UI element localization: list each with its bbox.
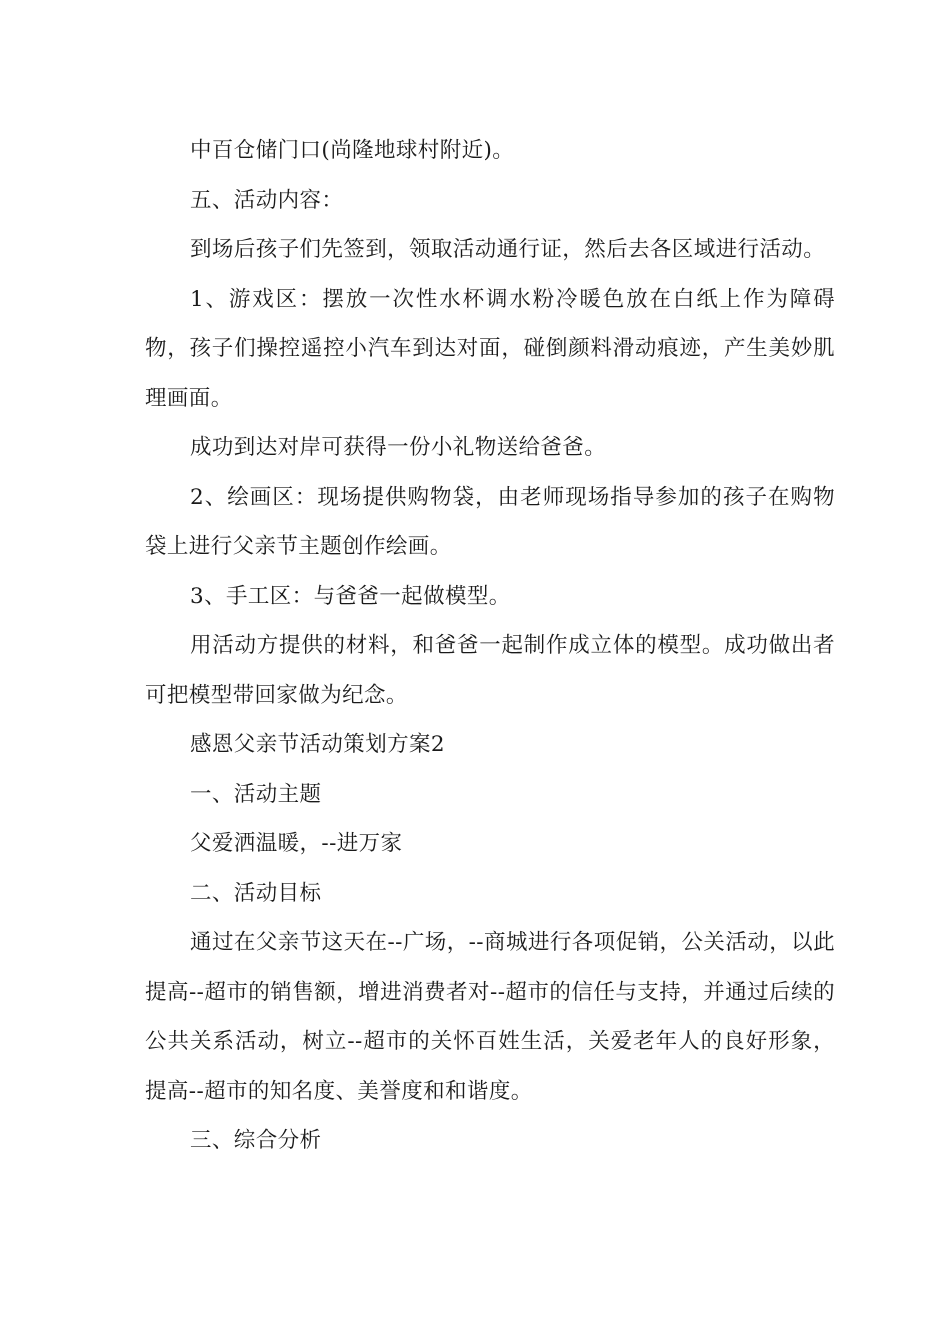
heading-activity-goal: 二、活动目标	[190, 880, 322, 906]
paragraph-sign-in: 到场后孩子们先签到，领取活动通行证，然后去各区域进行活动。	[190, 237, 826, 262]
paragraph-drawing-zone: 2、绘画区：现场提供购物袋，由老师现场指导参加的孩子在购物袋上进行父亲节主题创作绘画。	[145, 484, 835, 559]
paragraph-goal: 通过在父亲节这天在--广场，--商城进行各项促销，公关活动，以此提高--超市的销售额，增进消费者对--超市的信任与支持，并通过后续的公共关系活动，树立--超市的关怀百姓生活，关爱老年人的良好形象，提高--超市的知名度、美誉度和和谐度。	[145, 930, 835, 1104]
paragraph-craft-zone: 3、手工区：与爸爸一起做模型。	[190, 583, 511, 609]
heading-analysis: 三、综合分析	[190, 1128, 322, 1153]
section-title-plan-2: 感恩父亲节活动策划方案2	[190, 732, 445, 757]
paragraph-model: 用活动方提供的材料，和爸爸一起制作成立体的模型。成功做出者可把模型带回家做为纪念。	[145, 633, 835, 708]
paragraph-venue: 中百仓储门口(尚隆地球村附近)。	[190, 138, 515, 163]
heading-activity-theme: 一、活动主题	[190, 781, 322, 807]
paragraph-game-zone: 1、游戏区：摆放一次性水杯调水粉冷暖色放在白纸上作为障碍物，孩子们操控遥控小汽车到达对面，碰倒颜料滑动痕迹，产生美妙肌理画面。	[145, 286, 835, 411]
paragraph-gift: 成功到达对岸可获得一份小礼物送给爸爸。	[190, 435, 607, 460]
document-body	[145, 126, 835, 1166]
heading-activity-content: 五、活动内容：	[190, 187, 344, 213]
paragraph-theme: 父爱洒温暖，--进万家	[190, 831, 403, 856]
